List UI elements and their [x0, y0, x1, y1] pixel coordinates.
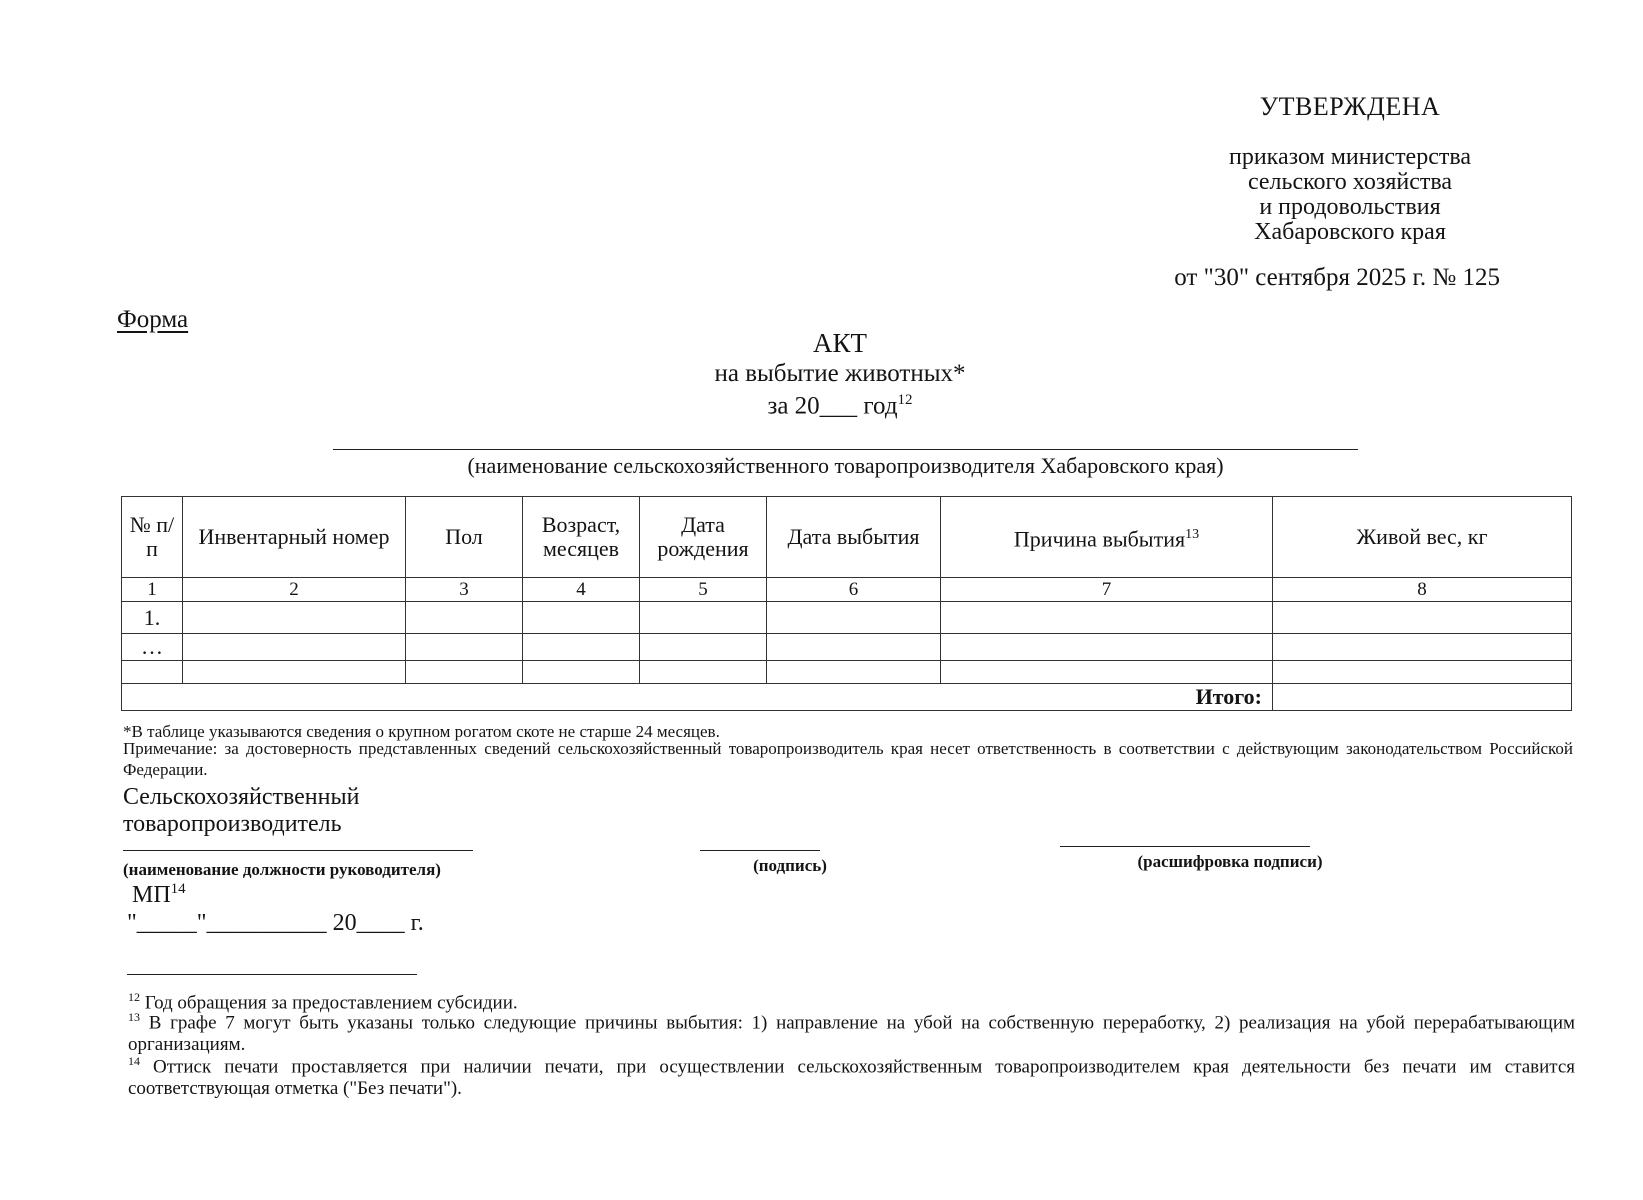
org-name-line[interactable]	[333, 449, 1358, 450]
table-cell[interactable]	[640, 661, 767, 684]
producer-label	[123, 784, 359, 838]
column-number: 7	[941, 578, 1273, 602]
footnote-number: 13	[128, 1010, 140, 1024]
stamp-place	[132, 881, 186, 909]
table-cell[interactable]	[640, 602, 767, 634]
header-cell	[941, 497, 1273, 578]
table-row	[122, 602, 1572, 634]
table-row	[122, 634, 1572, 661]
signature-line[interactable]	[700, 850, 820, 851]
table-header-row	[122, 497, 1572, 578]
row-number-cell	[122, 661, 183, 684]
footnote-text: В графе 7 могут быть указаны только следующие причины выбытия: 1) направление на убой на собственную переработку, 2) реализация на убой перерабатывающим организациям.	[128, 1012, 1576, 1056]
row-number-cell: 1.	[122, 602, 183, 634]
total-label: Итого:	[122, 684, 1273, 711]
header-cell: Дата выбытия	[767, 497, 941, 578]
footnote-number: 12	[128, 990, 140, 1004]
footnote-text: Год обращения за предоставлением субсидии.	[144, 992, 518, 1014]
footnote	[128, 1006, 1575, 1056]
date-field[interactable]: "_____"__________ 20____ г.	[127, 910, 424, 936]
decoding-caption: (расшифровка подписи)	[1137, 852, 1323, 871]
table-cell[interactable]	[1273, 602, 1572, 634]
footnote-separator	[127, 974, 417, 975]
approval-line: сельского хозяйства	[1247, 169, 1453, 195]
animals-table	[121, 496, 1572, 711]
table-cell[interactable]	[523, 602, 640, 634]
stamp-label: МП	[132, 882, 171, 908]
column-number: 2	[183, 578, 406, 602]
table-cell[interactable]	[767, 634, 941, 661]
column-number: 8	[1273, 578, 1572, 602]
header-cell: № п/п	[122, 497, 183, 578]
remark-text: Примечание: за достоверность представленных сведений сельскохозяйственный товаропроизводитель края несет ответственность в соответствии с действующим законодательством Российской Федерации.	[123, 739, 1573, 779]
header-cell: Дата рождения	[640, 497, 767, 578]
position-caption: (наименование должности руководителя)	[123, 860, 441, 879]
table-cell[interactable]	[183, 602, 406, 634]
signature-caption: (подпись)	[753, 856, 827, 875]
footnote-text: Оттиск печати проставляется при наличии печати, при осуществлении сельскохозяйственным товаропроизводителем края деятельности без печати им ставится соответствующая отметка ("Без печати").	[128, 1056, 1576, 1100]
table-cell[interactable]	[406, 661, 523, 684]
column-number: 3	[406, 578, 523, 602]
act-year	[600, 392, 1080, 420]
table-row	[122, 661, 1572, 684]
table-cell[interactable]	[941, 634, 1273, 661]
row-number-cell: …	[122, 634, 183, 661]
table-cell[interactable]	[183, 634, 406, 661]
approval-title: УТВЕРЖДЕНА	[1259, 92, 1441, 121]
footnote-ref: 13	[1185, 526, 1200, 542]
approval-date: от "30" сентября 2025 г. № 125	[1174, 264, 1500, 291]
approval-order	[1150, 145, 1550, 245]
table-cell[interactable]	[523, 661, 640, 684]
table-cell[interactable]	[640, 634, 767, 661]
table-cell[interactable]	[1273, 634, 1572, 661]
table-note: *В таблице указываются сведения о крупном рогатом скоте не старше 24 месяцев.	[123, 722, 720, 741]
table-cell[interactable]	[183, 661, 406, 684]
approval-line: и продовольствия	[1259, 194, 1441, 220]
table-cell[interactable]	[767, 602, 941, 634]
column-number: 5	[640, 578, 767, 602]
table-cell[interactable]	[941, 661, 1273, 684]
header-cell: Пол	[406, 497, 523, 578]
header-cell: Живой вес, кг	[1273, 497, 1572, 578]
table-cell[interactable]	[523, 634, 640, 661]
column-number: 1	[122, 578, 183, 602]
table-cell[interactable]	[406, 634, 523, 661]
footnote-number: 14	[128, 1054, 140, 1068]
table-cell[interactable]	[1273, 661, 1572, 684]
column-number-row	[122, 578, 1572, 602]
footnote	[128, 1050, 1575, 1100]
total-value-cell[interactable]	[1273, 684, 1572, 711]
footnote-ref: 12	[897, 392, 913, 408]
form-label: Форма	[117, 306, 189, 333]
table-cell[interactable]	[406, 602, 523, 634]
act-subtitle: на выбытие животных*	[714, 360, 966, 387]
footnote-ref: 14	[170, 881, 186, 897]
act-year-text: за 20___ год	[767, 392, 898, 420]
header-cell-text: Причина выбытия	[1013, 526, 1186, 552]
org-name-caption: (наименование сельскохозяйственного товаропроизводителя Хабаровского края)	[467, 453, 1224, 478]
header-cell: Инвентарный номер	[183, 497, 406, 578]
producer-label-line: Сельскохозяйственный	[123, 784, 360, 810]
act-title: АКТ	[813, 328, 867, 358]
table-cell[interactable]	[941, 602, 1273, 634]
approval-line: Хабаровского края	[1254, 219, 1446, 245]
total-row	[122, 684, 1572, 711]
column-number: 6	[767, 578, 941, 602]
signature-decoding-line[interactable]	[1060, 846, 1310, 847]
table-cell[interactable]	[767, 661, 941, 684]
position-line[interactable]	[123, 850, 473, 851]
column-number: 4	[523, 578, 640, 602]
approval-line: приказом министерства	[1228, 144, 1472, 170]
header-cell: Возраст, месяцев	[523, 497, 640, 578]
producer-label-line: товаропроизводитель	[123, 811, 342, 837]
